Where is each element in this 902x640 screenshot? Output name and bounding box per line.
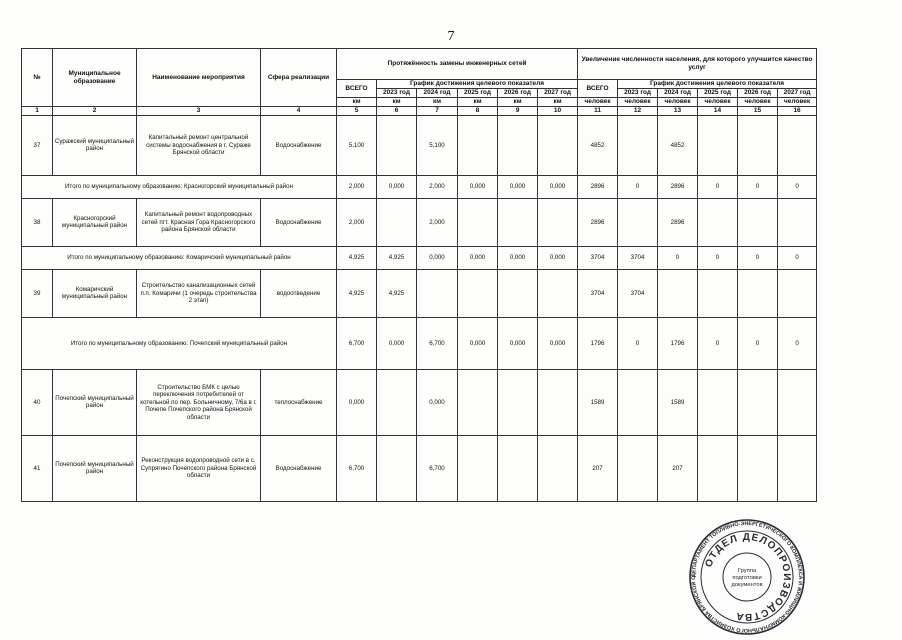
cell-people-2: 2896 (658, 175, 698, 198)
header-year-km-0: 2023 год (377, 89, 417, 98)
header-people-total: ВСЕГО (578, 80, 618, 98)
cell-people-4 (738, 369, 778, 435)
header-year-people-3: 2026 год (738, 89, 778, 98)
total-label: Итого по муниципальному образованию: Красногорский муниципальный район (22, 175, 337, 198)
cell-people-0: 2896 (578, 175, 618, 198)
row-municipality: Почепский муниципальный район (53, 369, 137, 435)
row-sphere: Водоснабжение (261, 115, 337, 175)
row-municipality: Суражский муниципальный район (53, 115, 137, 175)
row-number: 41 (22, 435, 53, 501)
cell-people-0: 3704 (578, 246, 618, 269)
column-number: 1 (22, 107, 53, 116)
cell-people-5 (778, 115, 817, 175)
cell-people-0: 2896 (578, 198, 618, 246)
cell-km-4 (498, 198, 538, 246)
cell-people-3 (698, 198, 738, 246)
cell-people-1 (618, 115, 658, 175)
header-length-total: ВСЕГО (337, 80, 377, 98)
total-row (22, 175, 817, 198)
total-label: Итого по муниципальному образованию: Комаричский муниципальный район (22, 246, 337, 269)
stamp-center-line: Группа (737, 568, 757, 574)
cell-km-0: 0,000 (337, 369, 377, 435)
cell-people-3: 0 (698, 175, 738, 198)
cell-km-4: 0,000 (498, 246, 538, 269)
cell-people-2: 2896 (658, 198, 698, 246)
header-municipality: Муниципальное образование (53, 49, 137, 107)
total-row (22, 246, 817, 269)
cell-km-2: 2,000 (417, 175, 458, 198)
cell-people-5 (778, 198, 817, 246)
table-row (22, 115, 817, 175)
header-unit-km: км (417, 98, 458, 107)
column-number: 10 (538, 107, 578, 116)
cell-km-0: 4,925 (337, 269, 377, 317)
header-unit-km: км (498, 98, 538, 107)
header-year-km-1: 2024 год (417, 89, 458, 98)
column-number: 9 (498, 107, 538, 116)
header-year-km-4: 2027 год (538, 89, 578, 98)
row-event: Капитальный ремонт центральной системы водоснабжения в г. Сураже Брянской области (137, 115, 261, 175)
cell-people-2: 1589 (658, 369, 698, 435)
cell-people-3 (698, 369, 738, 435)
cell-km-0: 6,700 (337, 317, 377, 369)
cell-people-5: 0 (778, 246, 817, 269)
cell-people-3 (698, 269, 738, 317)
table-row (22, 269, 817, 317)
cell-km-1 (377, 198, 417, 246)
page-number: 7 (447, 29, 455, 44)
header-year-people-2: 2025 год (698, 89, 738, 98)
total-row (22, 317, 817, 369)
column-number: 15 (738, 107, 778, 116)
cell-km-4: 0,000 (498, 317, 538, 369)
cell-people-4 (738, 269, 778, 317)
header-population-group: Увеличение численности населения, для которого улучшится качество услуг (578, 49, 817, 80)
header-unit-km: км (538, 98, 578, 107)
cell-km-2 (417, 269, 458, 317)
cell-km-5 (538, 115, 578, 175)
cell-km-4 (498, 115, 538, 175)
cell-km-3 (458, 198, 498, 246)
cell-km-0: 2,000 (337, 198, 377, 246)
row-municipality: Красногорский муниципальный район (53, 198, 137, 246)
header-unit-people: человек (658, 98, 698, 107)
column-number: 3 (137, 107, 261, 116)
row-event: Строительство канализационных сетей п.п. Комаричи (1 очередь строительства 2 этап) (137, 269, 261, 317)
row-number: 40 (22, 369, 53, 435)
column-number: 7 (417, 107, 458, 116)
column-number: 5 (337, 107, 377, 116)
header-unit-km: км (377, 98, 417, 107)
header-year-people-4: 2027 год (778, 89, 817, 98)
cell-km-0: 5,100 (337, 115, 377, 175)
cell-people-5 (778, 435, 817, 501)
cell-people-5 (778, 269, 817, 317)
total-label: Итого по муниципальному образованию: Почепский муниципальный район (22, 317, 337, 369)
header-year-people-1: 2024 год (658, 89, 698, 98)
header-unit-people: человек (698, 98, 738, 107)
header-length-group: Протяжённость замены инженерных сетей (337, 49, 578, 80)
cell-people-1: 0 (618, 317, 658, 369)
column-number: 2 (53, 107, 137, 116)
column-number: 12 (618, 107, 658, 116)
cell-km-4 (498, 269, 538, 317)
cell-km-2: 0,000 (417, 369, 458, 435)
header-unit-km: км (458, 98, 498, 107)
row-sphere: теплоснабжение (261, 369, 337, 435)
header-sphere: Сфера реализации (261, 49, 337, 107)
header-unit-people: человек (618, 98, 658, 107)
cell-people-4: 0 (738, 246, 778, 269)
row-event: Реконструкция водопроводной сети в с. Супрягино Почепского района Брянской области (137, 435, 261, 501)
table-row (22, 198, 817, 246)
column-number: 13 (658, 107, 698, 116)
header-year-km-2: 2025 год (458, 89, 498, 98)
cell-km-0: 4,925 (337, 246, 377, 269)
cell-people-1 (618, 369, 658, 435)
cell-people-1: 3704 (618, 246, 658, 269)
row-sphere: Водоснабжение (261, 435, 337, 501)
stamp-ring-text: ОТДЕЛ ДЕЛОПРОИЗВОДСТВА (703, 531, 793, 623)
cell-people-0: 3704 (578, 269, 618, 317)
cell-people-1: 3704 (618, 269, 658, 317)
cell-people-4 (738, 435, 778, 501)
cell-km-1 (377, 115, 417, 175)
cell-km-3 (458, 269, 498, 317)
cell-people-0: 1796 (578, 317, 618, 369)
row-number: 39 (22, 269, 53, 317)
stamp-center-line: документов (731, 582, 763, 588)
cell-people-5: 0 (778, 175, 817, 198)
row-municipality: Комаричский муниципальный район (53, 269, 137, 317)
cell-km-5 (538, 369, 578, 435)
cell-km-5 (538, 435, 578, 501)
cell-km-2: 6,700 (417, 317, 458, 369)
cell-people-1: 0 (618, 175, 658, 198)
row-number: 37 (22, 115, 53, 175)
department-stamp (688, 518, 806, 636)
column-number: 6 (377, 107, 417, 116)
header-unit-people: человек (778, 98, 817, 107)
cell-people-2 (658, 269, 698, 317)
header-length-schedule: График достижения целевого показателя (377, 80, 578, 89)
cell-people-4 (738, 198, 778, 246)
stamp-outer-text: ДЕПАРТАМЕНТ ТОПЛИВНО-ЭНЕРГЕТИЧЕСКОГО КОМПЛЕКСА И ЖИЛИЩНО-КОММУНАЛЬНОГО ХОЗЯЙСТВА БРЯНСКОЙ О (690, 520, 804, 634)
cell-people-0: 4852 (578, 115, 618, 175)
cell-km-2: 5,100 (417, 115, 458, 175)
cell-km-3 (458, 115, 498, 175)
column-number: 8 (458, 107, 498, 116)
cell-km-3 (458, 369, 498, 435)
cell-people-0: 1589 (578, 369, 618, 435)
cell-people-1 (618, 435, 658, 501)
cell-people-0: 207 (578, 435, 618, 501)
cell-km-1: 0,000 (377, 317, 417, 369)
column-number: 11 (578, 107, 618, 116)
cell-people-4: 0 (738, 175, 778, 198)
row-sphere: Водоснабжение (261, 198, 337, 246)
cell-km-1: 4,925 (377, 246, 417, 269)
cell-km-1: 0,000 (377, 175, 417, 198)
cell-km-3: 0,000 (458, 317, 498, 369)
column-number: 16 (778, 107, 817, 116)
cell-people-3 (698, 115, 738, 175)
header-event-name: Наименование мероприятия (137, 49, 261, 107)
cell-km-4 (498, 435, 538, 501)
row-event: Капитальный ремонт водопроводных сетей пгт. Красная Гора Красногорского района Брянской области (137, 198, 261, 246)
cell-km-1: 4,925 (377, 269, 417, 317)
cell-km-3: 0,000 (458, 175, 498, 198)
header-no: № (22, 49, 53, 107)
row-municipality: Почепский муниципальный район (53, 435, 137, 501)
cell-km-0: 6,700 (337, 435, 377, 501)
cell-people-4 (738, 115, 778, 175)
header-people-schedule: График достижения целевого показателя (618, 80, 817, 89)
cell-km-5: 0,000 (538, 175, 578, 198)
cell-people-2: 0 (658, 246, 698, 269)
header-unit-people: человек (578, 98, 618, 107)
cell-people-2: 4852 (658, 115, 698, 175)
cell-km-2: 6,700 (417, 435, 458, 501)
row-event: Строительство БМК с целью переключения потребителей от котельной по пер. Больничному, 7/6а в г. Почепе Почепского района Брянской области (137, 369, 261, 435)
column-number: 14 (698, 107, 738, 116)
cell-km-2: 0,000 (417, 246, 458, 269)
cell-people-5 (778, 369, 817, 435)
header-year-people-0: 2023 год (618, 89, 658, 98)
cell-km-1 (377, 369, 417, 435)
table-row (22, 369, 817, 435)
cell-km-0: 2,000 (337, 175, 377, 198)
cell-people-2: 1796 (658, 317, 698, 369)
cell-km-5 (538, 269, 578, 317)
cell-people-4: 0 (738, 317, 778, 369)
column-number: 4 (261, 107, 337, 116)
cell-people-1 (618, 198, 658, 246)
header-unit-people: человек (738, 98, 778, 107)
cell-people-3 (698, 435, 738, 501)
cell-km-3: 0,000 (458, 246, 498, 269)
cell-km-5: 0,000 (538, 246, 578, 269)
cell-people-5: 0 (778, 317, 817, 369)
cell-people-2: 207 (658, 435, 698, 501)
cell-km-4: 0,000 (498, 175, 538, 198)
cell-people-3: 0 (698, 317, 738, 369)
row-number: 38 (22, 198, 53, 246)
cell-km-5 (538, 198, 578, 246)
row-sphere: водоотведение (261, 269, 337, 317)
cell-km-5: 0,000 (538, 317, 578, 369)
header-unit-km: км (337, 98, 377, 107)
program-table (21, 48, 817, 502)
cell-km-4 (498, 369, 538, 435)
cell-people-3: 0 (698, 246, 738, 269)
stamp-center-line: подготовки (732, 575, 762, 581)
cell-km-1 (377, 435, 417, 501)
cell-km-3 (458, 435, 498, 501)
cell-km-2: 2,000 (417, 198, 458, 246)
table-row (22, 435, 817, 501)
header-year-km-3: 2026 год (498, 89, 538, 98)
